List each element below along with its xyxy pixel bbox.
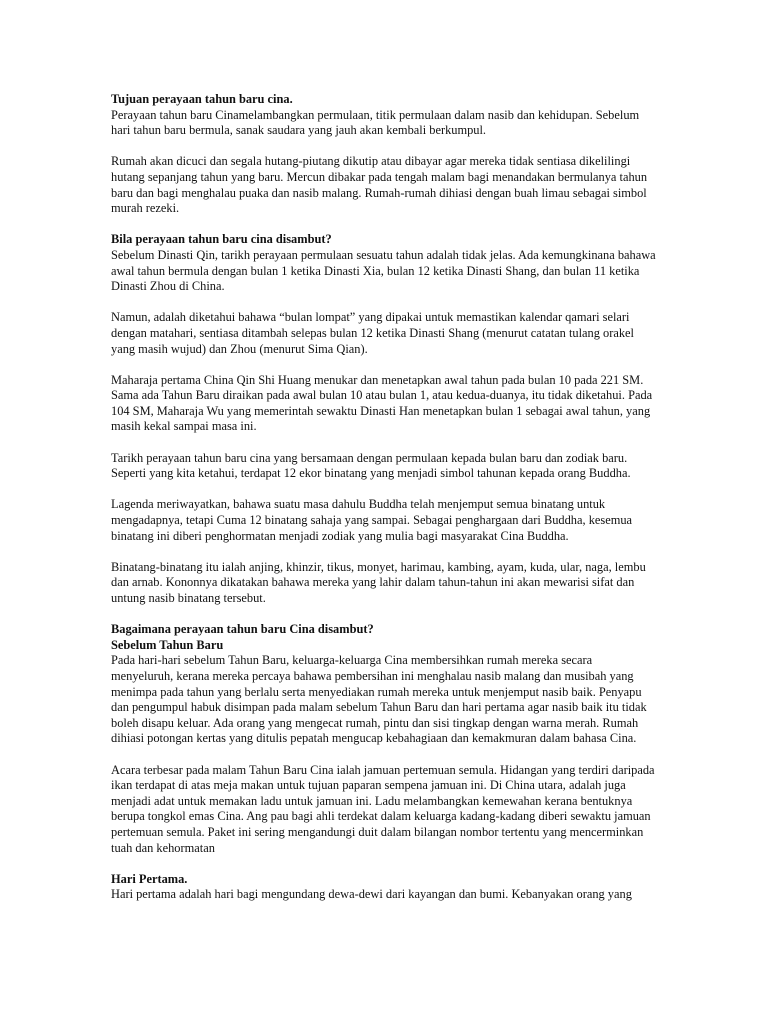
paragraph: Lagenda meriwayatkan, bahawa suatu masa dahulu Buddha telah menjemput semua binatang untuk mengadapnya, tetapi Cuma 12 binatang sahaja yang sampai. Sebagai penghargaan dari Buddha, kesemua binatang ini diberi penghormatan menjadi zodiak yang mulia bagi masyarakat Cina Buddha. [111, 497, 633, 543]
paragraph-block [111, 560, 656, 607]
section-how [111, 622, 656, 747]
paragraph: Tarikh perayaan tahun baru cina yang bersamaan dengan permulaan kepada bulan baru dan zodiak baru. Seperti yang kita ketahui, terdapat 12 ekor binatang yang menjadi simbol tahunan kepada orang Buddha. [111, 450, 631, 481]
paragraph-block [111, 310, 656, 357]
section-heading: Bagaimana perayaan tahun baru Cina disambut? [111, 622, 374, 637]
section-heading: Bila perayaan tahun baru cina disambut? [111, 232, 332, 247]
section-subheading: Sebelum Tahun Baru [111, 637, 224, 652]
paragraph: Rumah akan dicuci dan segala hutang-piutang dikutip atau dibayar agar mereka tidak sentiasa dikelilingi hutang sepanjang tahun yang baru. Mercun dibakar pada tengah malam bagi menandakan bermulanya tahun baru dan bagi menghalau puaka dan nasib malang. Rumah-rumah dihiasi dengan buah limau sebagai simbol murah rezeki. [111, 154, 648, 216]
section-heading: Hari Pertama. [111, 871, 188, 886]
paragraph: Sebelum Dinasti Qin, tarikh perayaan permulaan sesuatu tahun adalah tidak jelas. Ada kemungkinana bahawa awal tahun bermula dengan bulan 1 ketika Dinasti Xia, bulan 12 ketika Dinasti Shang, dan bulan 11 ketika Dinasti Zhou di China. [111, 247, 656, 294]
paragraph-block [111, 154, 656, 216]
paragraph-block [111, 451, 656, 482]
paragraph: Perayaan tahun baru Cinamelambangkan permulaan, titik permulaan dalam nasib dan kehidupan. Sebelum hari tahun baru bermula, sanak saudara yang jauh akan kembali berkumpul. [111, 107, 640, 138]
paragraph: Hari pertama adalah hari bagi mengundang dewa-dewi dari kayangan dan bumi. Kebanyakan orang yang [111, 887, 632, 902]
section-first-day [111, 872, 656, 903]
paragraph: Maharaja pertama China Qin Shi Huang menukar dan menetapkan awal tahun pada bulan 10 pada 221 SM. Sama ada Tahun Baru diraikan pada awal bulan 10 atau bulan 1, atau kedua-duanya, itu tidak diketahui. Pada 104 SM, Maharaja Wu yang memerintah sewaktu Dinasti Han menetapkan bulan 1 sebagai awal tahun, yang masih kekal sampai masa ini. [111, 372, 653, 434]
paragraph: Namun, adalah diketahui bahawa “bulan lompat” yang dipakai untuk memastikan kalendar qamari selari dengan matahari, sentiasa ditambah selepas bulan 12 ketika Dinasti Shang (menurut catatan tulang orakel yang masih wujud) dan Zhou (menurut Sima Qian). [111, 310, 634, 356]
section-when [111, 232, 656, 294]
paragraph-block [111, 763, 656, 857]
section-heading: Tujuan perayaan tahun baru cina. [111, 92, 293, 106]
paragraph-block [111, 373, 656, 435]
paragraph: Acara terbesar pada malam Tahun Baru Cina ialah jamuan pertemuan semula. Hidangan yang terdiri daripada ikan terdapat di atas meja makan untuk tujuan paparan sempena jamuan ini. Di China utara, adalah juga menjadi adat untuk memakan ladu untuk jamuan ini. Ladu melambangkan kemewahan kerana bentuknya berupa tongkol emas Cina. Ang pau bagi ahli terdekat dalam keluarga kadang-kadang diberi sewaktu jamuan pertemuan semula. Paket ini sering mengandungi duit dalam bilangan nombor tertentu yang mencerminkan tuah dan kehormatan [111, 762, 655, 855]
section-purpose [111, 92, 656, 139]
paragraph: Binatang-binatang itu ialah anjing, khinzir, tikus, monyet, harimau, kambing, ayam, kuda, ular, naga, lembu dan arnab. Kononnya dikatakan bahawa mereka yang lahir dalam tahun-tahun ini akan mewarisi sifat dan untung nasib binatang tersebut. [111, 559, 646, 605]
paragraph: Pada hari-hari sebelum Tahun Baru, keluarga-keluarga Cina membersihkan rumah mereka secara menyeluruh, kerana mereka percaya bahawa pembersihan ini menghalau nasib malang dan musibah yang menimpa pada tahun yang berlalu serta menyediakan rumah mereka untuk menjemput nasib baik. Penyapu dan pengumpul habuk disimpan pada malam sebelum Tahun Baru dan hari pertama agar nasib baik itu tidak boleh disapu keluar. Ada orang yang mengecat rumah, pintu dan sisi tingkap dengan warna merah. Rumah dihiasi potongan kertas yang ditulis pepatah mengucap kebahagiaan dan kemakmuran dalam bahasa Cina. [111, 653, 647, 746]
paragraph-block [111, 497, 656, 544]
document-page [111, 92, 656, 918]
